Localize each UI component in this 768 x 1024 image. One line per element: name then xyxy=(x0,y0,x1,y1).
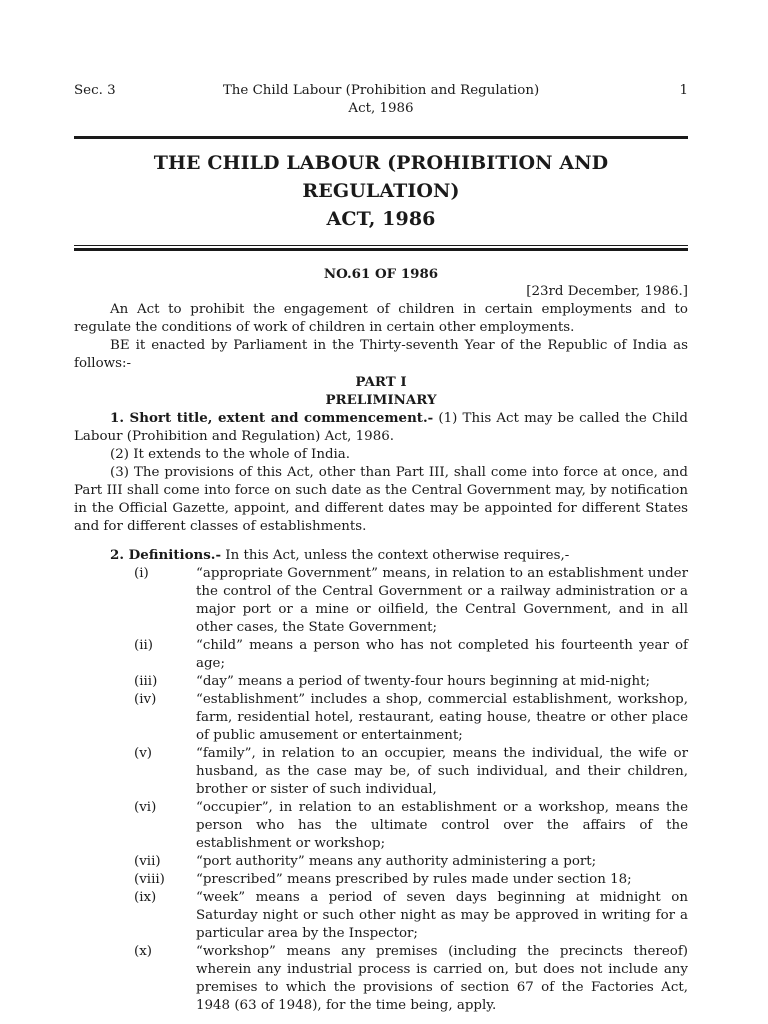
definition-item xyxy=(74,673,688,691)
definition-text: “day” means a period of twenty-four hours beginning at mid-night; xyxy=(196,674,651,689)
definition-item xyxy=(74,565,688,637)
header-title-line2: Act, 1986 xyxy=(348,101,414,116)
definition-item xyxy=(74,853,688,871)
definition-number: (x) xyxy=(134,944,153,959)
definition-text: “workshop” means any premises (including the precincts thereof) wherein any industrial process is carried on, but does not include any premises to which the provisions of section 67 of the Factories Act, 1948 (63 of 1948), for the time being, apply. xyxy=(196,944,688,1013)
part-heading: PART I xyxy=(355,374,407,390)
definition-item xyxy=(74,799,688,853)
definition-number: (v) xyxy=(134,746,153,761)
section-2-heading: 2. Definitions.- xyxy=(110,547,222,563)
section-1-clause-3: (3) The provisions of this Act, other than Part III, shall come into force at once, and Part III shall come into force on such date as the Central Government may, by notification in the Official Gazette, appoint, and different dates may be appointed for different States and for different classes of establishments. xyxy=(74,465,688,534)
header-section: Sec. 3 xyxy=(74,83,116,98)
definition-text: “prescribed” means prescribed by rules made under section 18; xyxy=(196,872,632,887)
definitions-list xyxy=(74,565,688,1015)
part-title: PRELIMINARY xyxy=(325,392,437,408)
definition-item xyxy=(74,637,688,673)
section-1-clause-1: (1) This Act may be called the Child Labour (Prohibition and Regulation) Act, 1986. xyxy=(74,411,688,444)
act-date: [23rd December, 1986.] xyxy=(526,284,688,299)
definition-number: (iv) xyxy=(134,692,157,707)
section-2 xyxy=(74,546,688,565)
definition-item xyxy=(74,691,688,745)
definition-number: (vi) xyxy=(134,800,157,815)
definition-text: “child” means a person who has not completed his fourteenth year of age; xyxy=(196,638,688,671)
definition-text: “port authority” means any authority administering a port; xyxy=(196,854,597,869)
definition-text: “occupier”, in relation to an establishment or a workshop, means the person who has the ultimate control over the affairs of the establishment or workshop; xyxy=(196,800,688,851)
definition-number: (i) xyxy=(134,566,149,581)
header-title xyxy=(186,82,576,118)
definition-text: “family”, in relation to an occupier, means the individual, the wife or husband, as the case may be, of such individual, and their children, brother or sister of such individual, xyxy=(196,746,688,797)
act-title-line2: ACT, 1986 xyxy=(326,208,436,230)
definition-number: (ix) xyxy=(134,890,157,905)
preamble: An Act to prohibit the engagement of children in certain employments and to regulate the conditions of work of children in certain other employments. xyxy=(74,302,688,335)
act-title xyxy=(74,149,688,233)
header-page-number: 1 xyxy=(679,83,688,98)
definition-item xyxy=(74,943,688,1015)
definition-number: (vii) xyxy=(134,854,161,869)
definition-text: “establishment” includes a shop, commercial establishment, workshop, farm, residential hotel, restaurant, eating house, theatre or other place of public amusement or entertainment; xyxy=(196,692,688,743)
definition-number: (viii) xyxy=(134,872,165,887)
running-header xyxy=(74,80,688,120)
document-page xyxy=(74,80,688,1015)
enactment-clause: BE it enacted by Parliament in the Thirty-seventh Year of the Republic of India as follows:- xyxy=(74,338,688,371)
section-2-intro: In this Act, unless the context otherwise requires,- xyxy=(221,548,570,563)
header-rule xyxy=(74,136,688,139)
section-1-heading: 1. Short title, extent and commencement.- xyxy=(110,410,434,426)
act-number: NO.61 OF 1986 xyxy=(323,266,439,282)
definition-text: “appropriate Government” means, in relation to an establishment under the control of the Central Government or a railway administration or a major port or a mine or oilfield, the Central Government, and in all other cases, the State Government; xyxy=(196,566,688,635)
definition-number: (iii) xyxy=(134,674,158,689)
definition-item xyxy=(74,871,688,889)
act-title-line1: THE CHILD LABOUR (PROHIBITION AND REGULATION) xyxy=(153,152,609,202)
definition-item xyxy=(74,889,688,943)
section-1 xyxy=(74,409,688,446)
section-1-clause-2: (2) It extends to the whole of India. xyxy=(110,447,351,462)
header-title-line1: The Child Labour (Prohibition and Regulation) xyxy=(222,83,540,98)
definition-text: “week” means a period of seven days beginning at midnight on Saturday night or such other night as may be approved in writing for a particular area by the Inspector; xyxy=(196,890,688,941)
title-rule xyxy=(74,245,688,251)
definition-item xyxy=(74,745,688,799)
definition-number: (ii) xyxy=(134,638,154,653)
